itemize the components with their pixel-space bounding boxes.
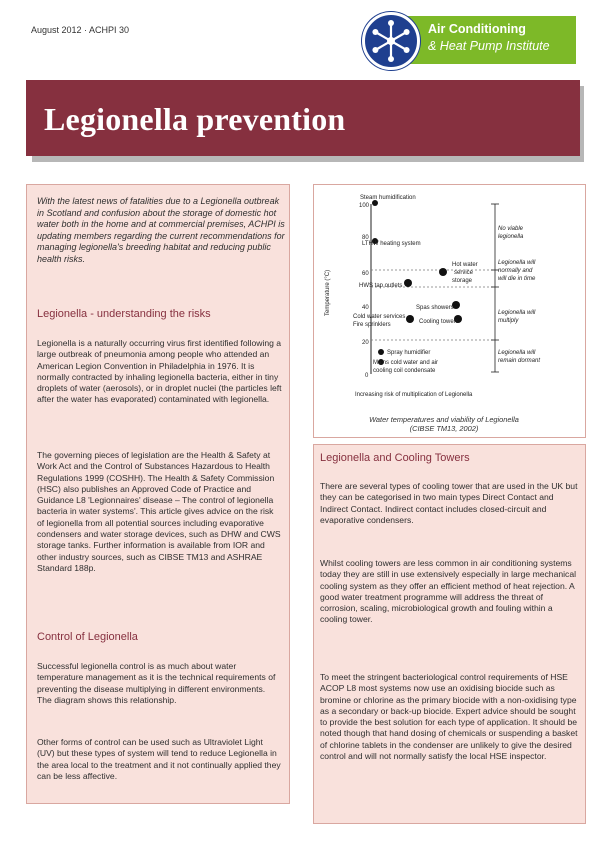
- y-ticks: [359, 203, 370, 379]
- label-hot-water-3: storage: [452, 278, 473, 284]
- label-mains-2: cooling coil condensate: [373, 368, 436, 374]
- zone3-line2: multiply: [498, 318, 519, 324]
- zone4-line2: remain dormant: [498, 358, 541, 364]
- tick-100: 100: [359, 203, 370, 209]
- figure-caption: [313, 415, 575, 433]
- page-title: Legionella prevention: [44, 101, 346, 137]
- tick-20: 20: [362, 340, 369, 346]
- caption-line-1: Water temperatures and viability of Legionella: [369, 415, 519, 424]
- heading-cooling-towers: Legionella and Cooling Towers: [320, 452, 470, 464]
- snowflake-sun-icon: [362, 12, 420, 70]
- achpi-logo: [362, 12, 576, 70]
- label-spas: Spas showers: [416, 305, 454, 311]
- label-lthw: LTHW heating system: [362, 241, 421, 247]
- cooling-paragraph-1: There are several types of cooling tower that are used in the UK but they can be categorised in two main types Direct Contact and Indirect Contact. Indirect contact includes closed-circuit and evaporative condensers.: [320, 481, 578, 525]
- marker-hws: [404, 279, 412, 287]
- label-hot-water-2: service: [454, 270, 474, 276]
- label-spray: Spray humidifier: [387, 350, 431, 356]
- zone4-line1: Legionella will: [498, 350, 536, 356]
- tick-80: 80: [362, 235, 369, 241]
- zone-labels: [498, 226, 540, 364]
- zone1-line2: legionella: [498, 234, 524, 240]
- label-hws: HWS tap outlets: [359, 283, 403, 289]
- label-cold-water-2: Fire sprinklers: [353, 322, 391, 328]
- zone1-line1: No viable: [498, 226, 524, 232]
- cooling-paragraph-2: Whilst cooling towers are less common in air conditioning systems today they are still in use extensively especially in large mechanical cooling system as they offer an efficient method of heat rejection. A good water treatment programme will address the threat of corrosion, scaling, microbiological growth and fouling within a cooling tower.: [320, 558, 577, 625]
- tick-40: 40: [362, 305, 369, 311]
- zone2-line3: will die in time: [498, 276, 536, 282]
- zone2-line2: normally and: [498, 268, 533, 274]
- label-hot-water-1: Hot water: [452, 262, 478, 268]
- zone3-line1: Legionella will: [498, 310, 536, 316]
- label-cooling-towers: Cooling towers: [419, 319, 459, 325]
- tick-60: 60: [362, 271, 369, 277]
- logo-line2: & Heat Pump Institute: [428, 39, 550, 53]
- control-paragraph-1: Successful legionella control is as much about water temperature management as it is the technical requirements of preventing the disease multiplying in different environments. The diagram shows this relationship.: [37, 661, 276, 705]
- label-cold-water-1: Cold water services: [353, 314, 406, 320]
- zone2-line1: Legionella will: [498, 260, 536, 266]
- logo-line1: Air Conditioning: [428, 22, 526, 36]
- caption-line-2: (CIBSE TM13, 2002): [409, 424, 479, 433]
- heading-control: Control of Legionella: [37, 631, 138, 643]
- risks-paragraph-2: The governing pieces of legislation are the Health & Safety at Work Act and the Control of Substances Hazardous to Health Regulations 1999 (COSHH). The Health & Safety Commission (HSC) also publishes an Approved Code of Practice and Guidance L8 'Legionnaires' disease – The control of legionella bacteria in water systems'. This article gives advice on the risk of legionella from all potential sources including evaporative condensers and water storage devices, such as DHW and CWS storage tanks. Further information is available from IOR and other industry sources, such as CIBSE TM13 and ASHRAE Standard 188p.: [37, 450, 281, 573]
- marker-spray: [378, 349, 384, 355]
- legionella-temperature-diagram: [315, 186, 583, 412]
- label-mains-1: Mains cold water and air: [373, 360, 439, 366]
- header-date-ref: August 2012 · ACHPI 30: [31, 25, 130, 35]
- y-axis-label: Temperature (°C): [325, 269, 331, 316]
- heading-risks: Legionella - understanding the risks: [37, 308, 211, 320]
- intro-paragraph: With the latest news of fatalities due to a Legionella outbreak in Scotland and confusion about the storage of domestic hot water both in the home and at commercial premises, ACHPI is updating members regarding the current recommendations for managing legionella's breeding habitat and reducing public health risks.: [37, 196, 285, 264]
- tick-0: 0: [365, 373, 369, 379]
- marker-hot-water: [439, 268, 447, 276]
- control-paragraph-2: Other forms of control can be used such as Ultraviolet Light (UV) but these types of system will tend to reduce Legionella in the area local to the treatment and it not continually applied they can be less affective.: [37, 737, 281, 781]
- x-axis-label: Increasing risk of multiplication of Legionella: [355, 392, 473, 398]
- cooling-paragraph-3: To meet the stringent bacteriological control requirements of HSE ACOP L8 most systems now use an oxidising biocide such as bromine or chlorine as the primary biocide with a non-oxidising type as a secondary or back-up biocide. Expert advice should be sought to provide the best solution for each type of application. It should be noted though that hand dosing of chemicals or suspending a basket of chlorine tablets in the condenser are unlikely to give the desired control and will not normally satisfy the local HSE inspector.: [320, 672, 578, 762]
- risks-paragraph-1: Legionella is a naturally occurring virus first identified following a large outbreak of pneumonia among people who attended an American Legion Convention in Philadelphia in 1976. It is normally contracted by inhaling legionella bacteria, either in tiny droplets of water (aerosols), or in droplet nuclei (the particles left after the water has evaporated) contaminated with legionella.: [37, 338, 282, 405]
- label-steam: Steam humidification: [360, 195, 416, 201]
- marker-cold-water: [406, 315, 414, 323]
